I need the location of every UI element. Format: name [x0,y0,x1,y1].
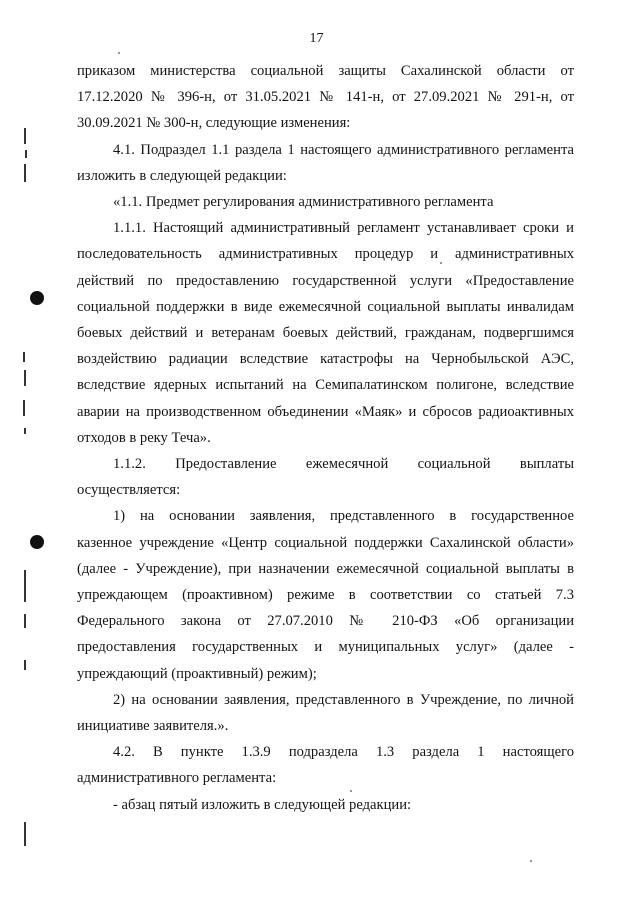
text-line: упреждающий (проактивный) режим); [77,665,317,682]
text-line: «1.1. Предмет регулирования административного регламента [113,194,494,211]
scan-mark [25,150,27,158]
scan-mark [24,428,26,434]
text-line: 1.1.2. Предоставление ежемесячной социальной выплаты [113,456,574,473]
paragraph-p1 [77,137,574,189]
paragraph-p2 [77,189,574,215]
text-line: административного регламента: [77,770,277,787]
scan-mark [24,128,26,144]
text-line: отходов в реку Теча». [77,429,211,446]
text-line: казенное учреждение «Центр социальной поддержки Сахалинской области» [77,534,574,551]
scan-mark [23,352,25,362]
scan-mark [24,822,26,846]
text-line: 2) на основании заявления, представленного в Учреждение, по личной [113,691,574,708]
paragraph-p8 [77,792,574,818]
paragraph-p7 [77,739,574,791]
paragraph-p5 [77,503,574,686]
text-line: осуществляется: [77,482,181,499]
paragraph-p6 [77,687,574,739]
paragraph-p3 [77,215,574,451]
text-line: инициативе заявителя.». [77,718,229,735]
text-line: упреждающем (проактивном) режиме в соответствии со статьей 7.3 [77,587,574,604]
text-line: приказом министерства социальной защиты Сахалинской области от [77,63,574,79]
text-line: действий по предоставлению государственной услуги «Предоставление [77,272,574,289]
text-line: предоставления государственных и муниципальных услуг» (далее - [77,639,574,656]
text-line: социальной поддержки в виде ежемесячной социальной выплаты инвалидам [77,298,574,315]
scan-speck [118,52,120,54]
punch-hole [30,535,44,549]
scan-mark [24,164,26,182]
scan-speck [530,860,532,862]
text-line: 30.09.2021 № 300-н, следующие изменения: [77,115,351,132]
text-line: 4.1. Подраздел 1.1 раздела 1 настоящего административного регламента [113,141,574,158]
text-line: последовательность административных процедур и административных [77,246,574,263]
scan-mark [24,370,26,386]
text-line: боевых действий и ветеранам боевых действий, гражданам, подвергшимся [77,325,574,342]
page-number: 17 [309,31,324,46]
text-line: Федерального закона от 27.07.2010 № 210-ФЗ «Об организации [77,613,574,630]
text-line: 1) на основании заявления, представленного в государственное [113,508,574,525]
text-line: воздействию радиации вследствие катастрофы на Чернобыльской АЭС, [77,351,574,368]
scan-mark [24,614,26,628]
scan-mark [24,570,26,602]
text-line: аварии на производственном объединении «Маяк» и сбросов радиоактивных [77,403,574,420]
text-line: - абзац пятый изложить в следующей редакции: [113,796,412,813]
text-line: вследствие ядерных испытаний на Семипалатинском полигоне, вследствие [77,377,574,394]
scan-mark [24,660,26,670]
scan-mark [23,400,25,416]
text-line: (далее - Учреждение), при назначении ежемесячной социальной выплаты в [77,560,574,577]
text-line: 1.1.1. Настоящий административный регламент устанавливает сроки и [113,220,574,237]
text-line: 4.2. В пункте 1.3.9 подраздела 1.3 раздела 1 настоящего [113,744,574,761]
punch-hole [30,291,44,305]
paragraph-p4 [77,451,574,503]
text-line: изложить в следующей редакции: [77,167,287,184]
document-body [77,58,574,818]
paragraph-p0 [77,58,574,137]
text-line: 17.12.2020 № 396-н, от 31.05.2021 № 141-н, от 27.09.2021 № 291-н, от [77,89,574,106]
